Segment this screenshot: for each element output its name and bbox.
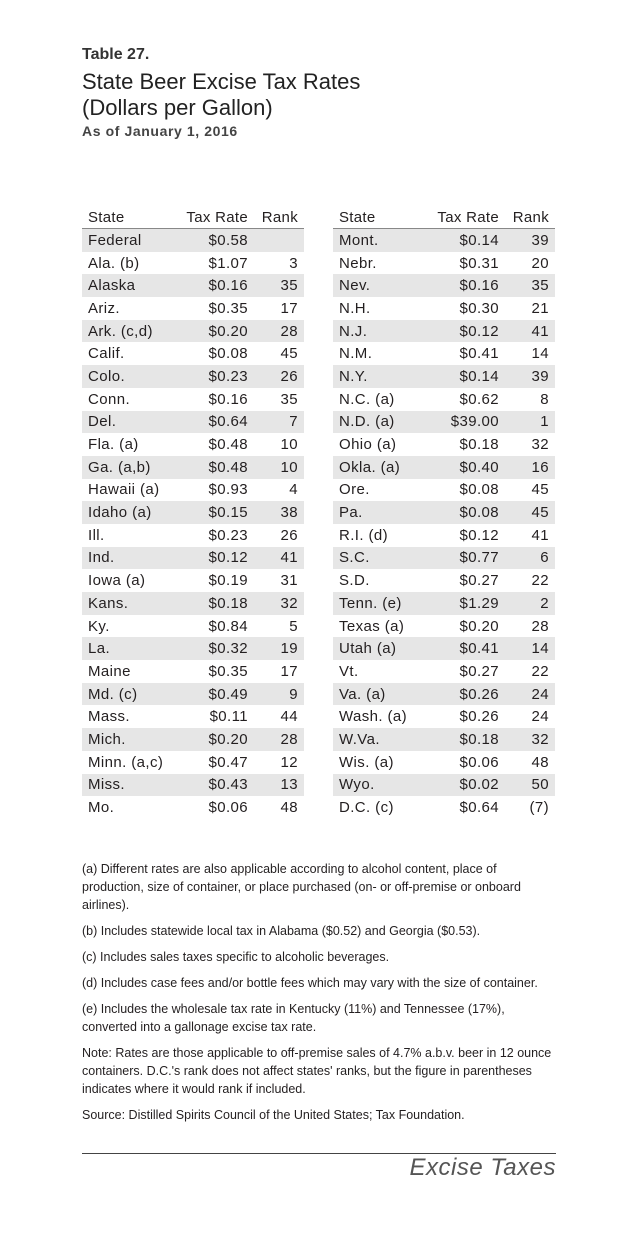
state-cell: Utah (a) [333,637,427,660]
rank-cell: 9 [248,683,304,706]
source-note: Source: Distilled Spirits Council of the United States; Tax Foundation. [82,1108,465,1122]
tax-rate-cell: $0.41 [459,345,499,363]
rank-cell: 3 [289,254,298,272]
state-column-header: State [339,208,376,226]
rank-cell: 32 [499,728,555,751]
table-row [333,479,555,502]
table-row [82,388,304,411]
table-row [333,456,555,479]
tax-rate-cell: $0.18 [182,592,248,615]
table-row [82,728,304,751]
tax-rate-cell: $0.48 [208,436,248,454]
table-row [82,501,304,524]
rank-cell: 8 [540,390,549,408]
tax-rate-cell: $0.12 [182,547,248,570]
state-cell: La. [82,637,182,660]
state-cell: Okla. (a) [333,456,427,479]
rank-cell: 17 [280,662,298,680]
rank-cell: 28 [531,617,549,635]
table-label: Table 27. [82,46,150,63]
tax-rate-cell: $0.31 [459,254,499,272]
state-cell: N.C. (a) [339,390,395,408]
page-title [82,69,582,121]
table-row [82,297,304,320]
rank-cell: 14 [499,637,555,660]
tax-rate-cell: $0.27 [459,572,499,590]
tax-rate-cell: $0.58 [182,229,248,252]
tax-rate-cell: $0.16 [208,390,248,408]
tax-rate-cell: $0.08 [208,345,248,363]
table-row [333,524,555,547]
tax-rate-cell: $0.08 [427,501,499,524]
table-note: Note: Rates are those applicable to off-premise sales of 4.7% a.b.v. beer in 12 ounce containers. D.C.'s rank does not affect states' ranks, but the figure in parentheses indicates where it would rank if included. [82,1046,552,1096]
tax-rate-cell: $0.14 [427,229,499,252]
tax-rate-cell: $0.27 [459,662,499,680]
tax-rate-cell: $0.23 [182,365,248,388]
rank-cell: 31 [280,572,298,590]
tax-rate-cell: $0.16 [427,274,499,297]
right-rates-table [333,206,555,819]
table-row [82,274,304,297]
table-row [82,433,304,456]
state-cell: Ill. [88,526,105,544]
tax-rate-cell: $0.32 [182,637,248,660]
table-row [82,547,304,570]
state-cell: Hawaii (a) [88,481,160,499]
state-cell: Wis. (a) [339,753,394,771]
rank-cell: 44 [280,708,298,726]
state-cell: Texas (a) [339,617,405,635]
tax-rate-cell: $0.48 [182,456,248,479]
tax-rate-cell: $1.07 [208,254,248,272]
tax-rate-cell: $0.18 [459,436,499,454]
rank-cell: 41 [248,547,304,570]
rank-cell: 2 [499,592,555,615]
rank-cell: 32 [248,592,304,615]
rank-cell: 45 [499,501,555,524]
table-row [82,320,304,343]
state-cell: N.Y. [333,365,427,388]
table-row [333,252,555,275]
tax-rate-cell: $0.11 [209,708,248,726]
tax-rate-cell: $0.30 [459,299,499,317]
tax-rate-cell: $0.20 [459,617,499,635]
tax-rate-cell: $0.26 [459,708,499,726]
rank-cell: 48 [531,753,549,771]
rank-cell: 41 [531,526,549,544]
table-row [333,637,555,660]
rank-column-header: Rank [512,208,549,226]
table-row [333,320,555,343]
table-row [333,342,555,365]
table-row [333,411,555,434]
state-cell: Wash. (a) [339,708,408,726]
tax-rate-cell: $0.26 [427,683,499,706]
rank-cell: 20 [531,254,549,272]
tax-rate-cell: $0.08 [459,481,499,499]
table-row [333,751,555,774]
state-cell: Conn. [88,390,131,408]
rank-cell: 5 [289,617,298,635]
footnote-c: (c) Includes sales taxes specific to alcoholic beverages. [82,950,390,964]
table-row [82,229,304,252]
tax-rate-cell: $0.19 [208,572,248,590]
rate-column-header: Tax Rate [437,208,499,226]
rank-cell: 48 [280,799,298,817]
rank-cell: 35 [499,274,555,297]
state-cell: R.I. (d) [339,526,389,544]
state-cell: Del. [82,411,182,434]
table-header-row [333,206,555,229]
section-footer: Excise Taxes [409,1154,556,1181]
rank-cell: 12 [280,753,298,771]
rank-cell: 16 [499,456,555,479]
table-row [333,683,555,706]
table-row [82,456,304,479]
table-row [333,705,555,728]
state-cell: Pa. [333,501,427,524]
tax-rate-cell: $0.16 [182,274,248,297]
tax-rate-cell: $0.20 [182,320,248,343]
table-row [333,796,555,819]
state-cell: Ore. [339,481,370,499]
footnote-a: (a) Different rates are also applicable according to alcohol content, place of production, size of container, or place purchased (on- or off-premise or onboard airlines). [82,862,521,912]
tax-rate-cell: $0.93 [208,481,248,499]
rank-cell: 21 [531,299,549,317]
tax-rate-cell: $1.29 [427,592,499,615]
tax-rate-cell: $0.77 [427,547,499,570]
rank-cell: 26 [248,365,304,388]
table-row [82,637,304,660]
tax-rate-cell: $0.47 [208,753,248,771]
rank-cell: 45 [531,481,549,499]
state-cell: Ohio (a) [339,436,397,454]
rank-cell: 32 [531,436,549,454]
rank-cell: 39 [499,365,555,388]
state-cell: Kans. [82,592,182,615]
state-cell: Ark. (c,d) [82,320,182,343]
footnote-e: (e) Includes the wholesale tax rate in Kentucky (11%) and Tennessee (17%), converted into a gallonage excise tax rate. [82,1002,505,1034]
title-line-2: (Dollars per Gallon) [82,95,273,120]
tax-rate-cell: $0.15 [182,501,248,524]
tax-rate-cell: $0.06 [208,799,248,817]
state-cell: W.Va. [333,728,427,751]
state-cell: Fla. (a) [88,436,139,454]
tax-rate-cell: $0.23 [208,526,248,544]
rank-cell: 7 [248,411,304,434]
rank-cell: 19 [248,637,304,660]
rank-cell: 22 [531,662,549,680]
document-header [82,44,582,139]
state-cell: N.H. [339,299,371,317]
rank-cell: 38 [248,501,304,524]
table-row [333,728,555,751]
table-row [82,615,304,638]
state-cell: Tenn. (e) [333,592,427,615]
state-cell: Ga. (a,b) [82,456,182,479]
rank-cell: 35 [280,390,298,408]
rank-cell: 14 [531,345,549,363]
state-cell: Wyo. [333,774,427,797]
table-row [82,479,304,502]
tax-rate-cell: $0.12 [459,526,499,544]
rank-cell [248,229,304,252]
state-cell: Ariz. [88,299,120,317]
rank-cell: 26 [280,526,298,544]
state-cell: D.C. (c) [339,799,394,817]
table-header-row [82,206,304,229]
state-cell: Mass. [88,708,131,726]
rank-cell: 28 [248,320,304,343]
state-cell: S.C. [333,547,427,570]
table-row [333,274,555,297]
tax-rate-cell: $0.06 [459,753,499,771]
rate-column-header: Tax Rate [186,208,248,226]
table-row [333,365,555,388]
state-cell: Minn. (a,c) [88,753,164,771]
rank-cell: 6 [499,547,555,570]
state-cell: Va. (a) [333,683,427,706]
table-row [82,751,304,774]
rank-cell: 39 [499,229,555,252]
state-cell: Mich. [82,728,182,751]
state-cell: S.D. [339,572,370,590]
rank-cell: 28 [248,728,304,751]
tax-rate-cell: $0.18 [427,728,499,751]
footnotes [82,860,556,1132]
rank-cell: 22 [531,572,549,590]
title-line-1: State Beer Excise Tax Rates [82,69,361,94]
table-row [333,388,555,411]
state-cell: Mont. [333,229,427,252]
tax-rate-cell: $0.84 [208,617,248,635]
table-row [82,569,304,592]
rank-cell: 41 [499,320,555,343]
table-row [333,547,555,570]
tax-rate-cell: $0.40 [427,456,499,479]
rank-cell: 1 [499,411,555,434]
state-cell: Iowa (a) [88,572,146,590]
tax-rate-cell: $0.41 [427,637,499,660]
state-cell: Maine [88,662,131,680]
table-row [82,705,304,728]
state-cell: Idaho (a) [82,501,182,524]
rank-cell: 10 [248,456,304,479]
table-row [82,683,304,706]
tax-rate-cell: $0.62 [459,390,499,408]
table-row [82,342,304,365]
state-cell: Colo. [82,365,182,388]
footnote-b: (b) Includes statewide local tax in Alabama ($0.52) and Georgia ($0.53). [82,924,481,938]
table-row [333,660,555,683]
rank-cell: 50 [499,774,555,797]
footnote-d: (d) Includes case fees and/or bottle fees which may vary with the size of container. [82,976,538,990]
rank-cell: 35 [248,274,304,297]
state-cell: N.D. (a) [333,411,427,434]
rank-cell: 45 [280,345,298,363]
state-cell: N.M. [339,345,373,363]
state-cell: Calif. [88,345,125,363]
table-row [333,501,555,524]
table-row [82,411,304,434]
state-cell: Nev. [333,274,427,297]
state-cell: Alaska [82,274,182,297]
table-row [333,569,555,592]
date-line: As of January 1, 2016 [82,123,238,139]
table-row [333,774,555,797]
state-cell: Miss. [82,774,182,797]
rank-cell: 17 [280,299,298,317]
state-cell: Ind. [82,547,182,570]
state-cell: Vt. [339,662,359,680]
tax-rate-cell: $0.49 [182,683,248,706]
tax-rate-cell: $0.64 [459,799,499,817]
rank-cell: 13 [248,774,304,797]
rank-column-header: Rank [261,208,298,226]
table-row [82,252,304,275]
state-cell: Mo. [88,799,115,817]
rank-cell: 24 [531,708,549,726]
rank-cell: 10 [280,436,298,454]
state-cell: Ky. [88,617,110,635]
state-cell: Federal [82,229,182,252]
table-row [333,433,555,456]
table-row [82,592,304,615]
state-cell: Md. (c) [82,683,182,706]
state-cell: N.J. [333,320,427,343]
table-row [333,592,555,615]
tax-rate-cell: $0.12 [427,320,499,343]
rank-cell: 24 [499,683,555,706]
state-column-header: State [88,208,125,226]
table-row [82,660,304,683]
table-row [82,524,304,547]
left-rates-table [82,206,304,819]
rank-cell: (7) [529,799,549,817]
table-row [333,615,555,638]
table-row [82,774,304,797]
table-row [82,365,304,388]
rank-cell: 4 [289,481,298,499]
tax-rate-cell: $0.20 [182,728,248,751]
state-cell: Ala. (b) [88,254,140,272]
tax-rate-cell: $0.14 [427,365,499,388]
tax-rate-cell: $0.35 [208,299,248,317]
tax-rate-cell: $0.35 [208,662,248,680]
tax-rate-cell: $39.00 [427,411,499,434]
table-row [333,229,555,252]
table-row [333,297,555,320]
state-cell: Nebr. [339,254,377,272]
tax-rate-cell: $0.64 [182,411,248,434]
tax-rate-cell: $0.43 [182,774,248,797]
table-row [82,796,304,819]
tax-rate-cell: $0.02 [427,774,499,797]
